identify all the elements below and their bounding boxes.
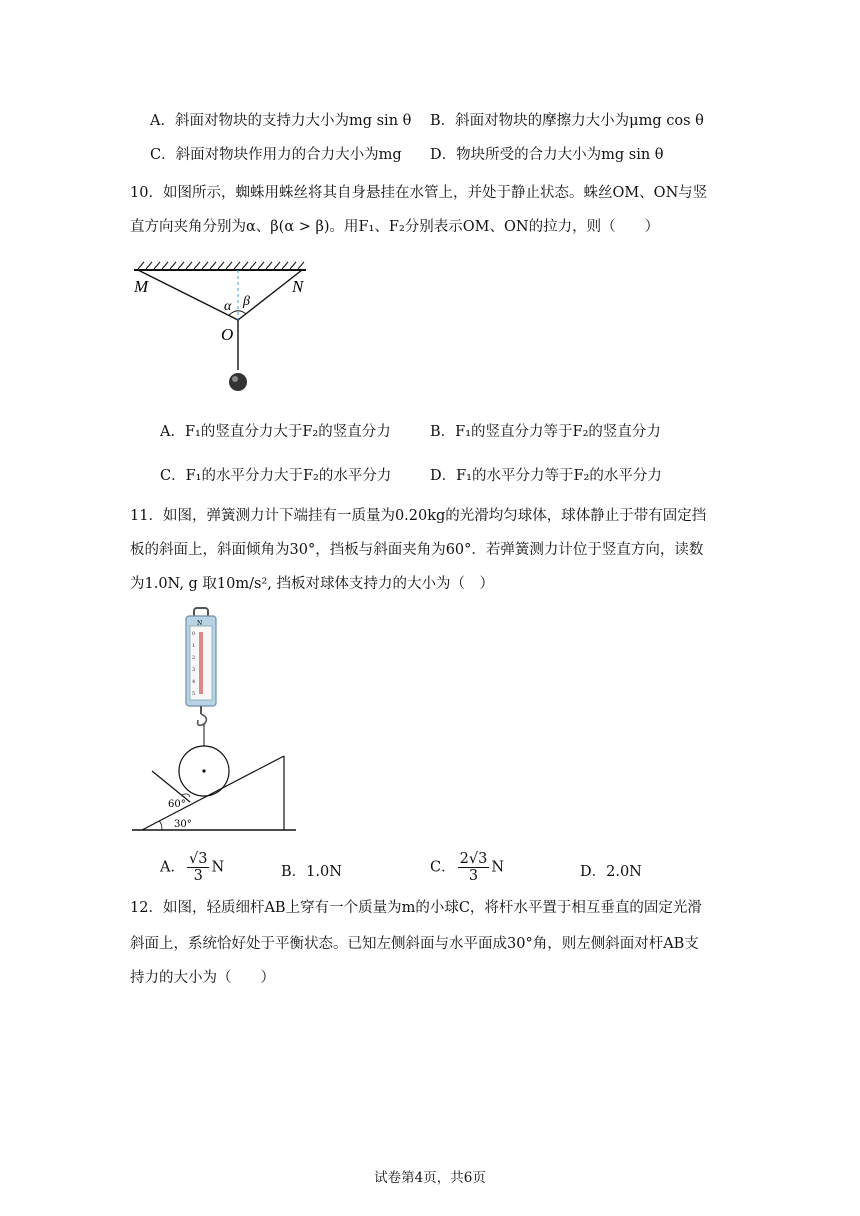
ball-highlight [232,376,238,382]
q11-option-d: D．2.0N [580,864,642,880]
angle-arc-30 [159,821,162,830]
q11-option-c-prefix: C． [430,859,456,876]
q11-stem-line3: 为1.0N, g 取10m/s², 挡板对球体支持力的大小为（ ） [130,576,494,592]
q11-option-c-fraction [458,851,490,884]
scale-hook [198,714,207,725]
angle-60-label: 60° [168,799,186,810]
scale-pointer [199,632,203,694]
q11-option-c-numerator: 2√3 [459,851,488,867]
q12-stem-line1: 12．如图，轻质细杆AB上穿有一个质量为m的小球C，将杆水平置于相互垂直的固定光滑 [130,900,702,916]
q10-option-d: D．F₁的水平分力等于F₂的水平分力 [430,468,662,484]
spider-diagram [126,258,316,398]
q11-option-a [160,851,224,884]
q10-option-a: A．F₁的竖直分力大于F₂的竖直分力 [160,424,391,440]
angle-30-label: 30° [174,819,192,830]
q9-option-b: B．斜面对物块的摩擦力大小为μmg cos θ [430,113,704,129]
q11-stem-line2: 板的斜面上，斜面倾角为30°，挡板与斜面夹角为60°．若弹簧测力计位于竖直方向，读数 [130,542,704,558]
scale-tick-1: 1 [192,643,196,649]
q11-stem-line1: 11．如图，弹簧测力计下端挂有一质量为0.20kg的光滑均匀球体，球体静止于带有固定挡 [130,508,707,524]
label-o: O [221,325,234,344]
q11-option-a-denominator: 3 [193,868,203,884]
label-alpha: α [224,299,232,314]
q11-option-c [430,851,504,884]
q10-option-b: B．F₁的竖直分力等于F₂的竖直分力 [430,424,661,440]
q10-stem-line2: 直方向夹角分别为α、β(α > β)。用F₁、F₂分别表示OM、ON的拉力，则（ ） [130,219,660,235]
label-beta: β [243,294,250,309]
q9-option-a: A．斜面对物块的支持力大小为mg sin θ [150,113,412,129]
spring-scale-diagram [128,604,303,840]
q11-option-a-fraction [187,851,209,884]
scale-tick-2: 2 [192,655,196,661]
q11-option-c-unit: N [491,859,504,876]
scale-tick-5: 5 [192,691,196,697]
scale-tick-3: 3 [192,667,196,673]
label-n: N [292,277,304,296]
q12-stem-line3: 持力的大小为（ ） [130,970,275,986]
q11-option-c-denominator: 3 [468,868,479,884]
ball-center [202,769,205,772]
label-m: M [134,277,149,296]
q10-stem-line1: 10．如图所示，蜘蛛用蛛丝将其自身悬挂在水管上，并处于静止状态。蛛丝OM、ON与竖 [130,185,708,201]
q11-option-a-numerator: √3 [188,851,208,867]
page-footer: 试卷第4页，共6页 [374,1170,486,1186]
q11-option-a-unit: N [211,859,225,876]
q9-option-d: D．物块所受的合力大小为mg sin θ [430,147,664,163]
q9-option-c: C．斜面对物块作用力的合力大小为mg [150,147,402,163]
q12-stem-line2: 斜面上，系统恰好处于平衡状态。已知左侧斜面与水平面成30°角，则左侧斜面对杆AB支 [130,936,699,952]
q10-option-c: C．F₁的水平分力大于F₂的水平分力 [160,468,392,484]
thread-om [138,270,238,320]
pipe-hatching [138,262,304,269]
scale-tick-0: 0 [192,631,196,637]
scale-unit-label: N [197,620,203,627]
scale-tick-4: 4 [192,679,196,685]
q11-option-b: B．1.0N [281,864,342,880]
spider-ball [229,373,247,391]
q11-option-a-prefix: A． [160,859,185,876]
